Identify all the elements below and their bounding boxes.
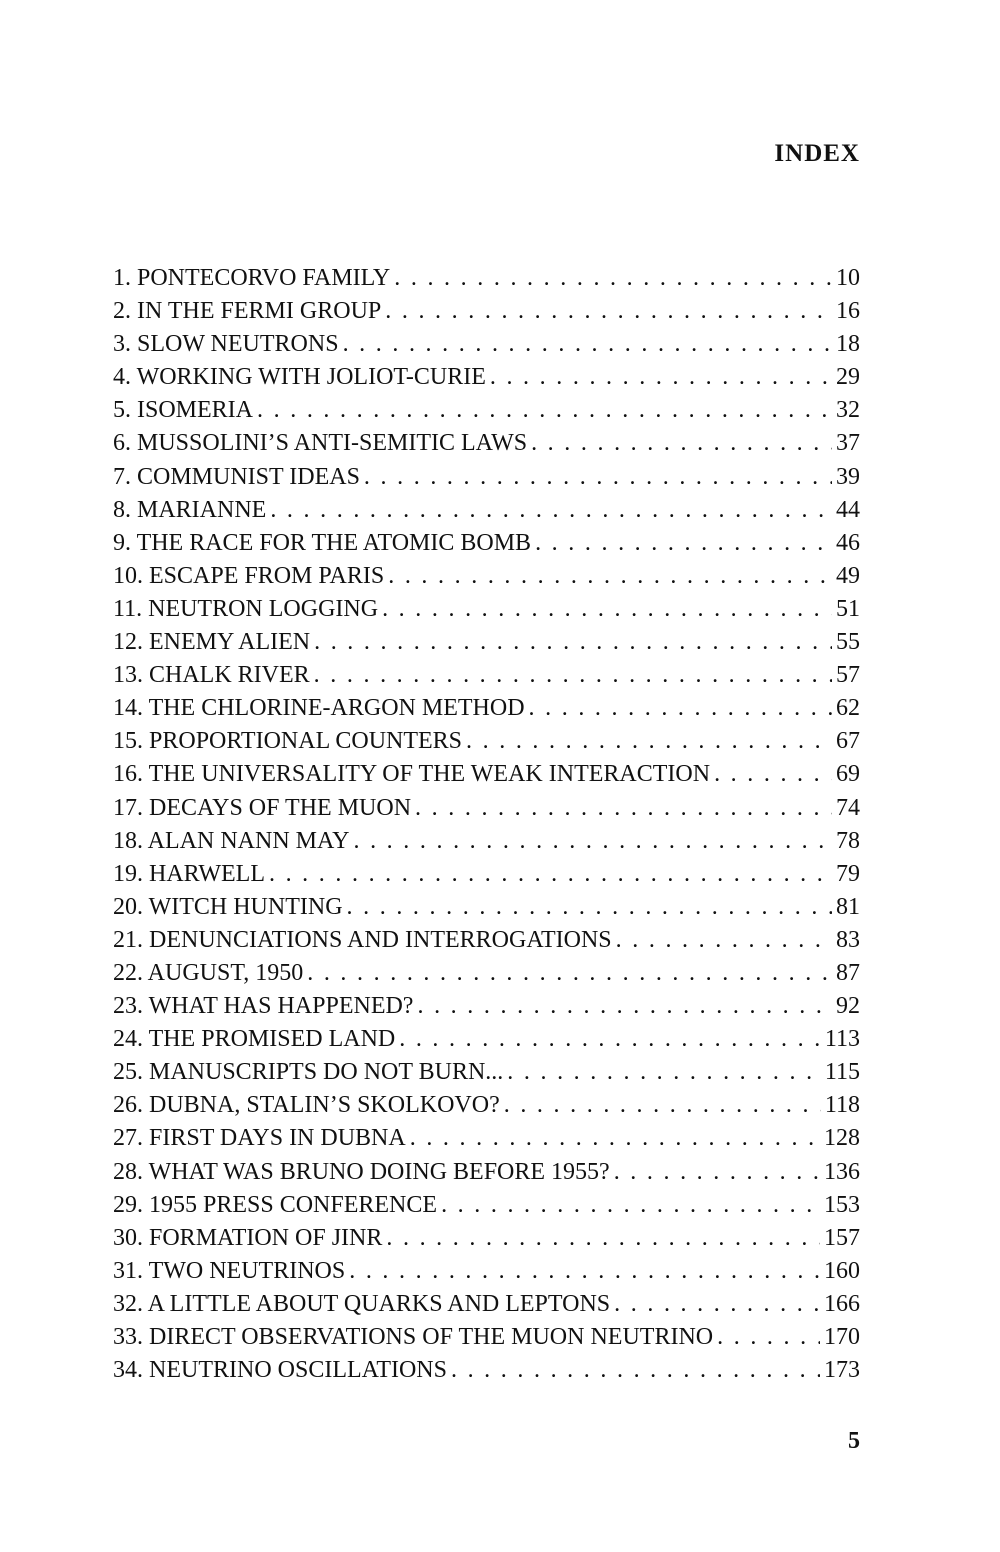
toc-entry (113, 957, 860, 990)
toc-entry-page: 128 (824, 1125, 860, 1152)
toc-entry-title: 34. NEUTRINO OSCILLATIONS (113, 1357, 447, 1384)
dot-leader (614, 1288, 820, 1321)
dot-leader (394, 262, 832, 295)
toc-entry-page: 16 (836, 298, 860, 325)
toc-entry-title: 25. MANUSCRIPTS DO NOT BURN... (113, 1059, 504, 1086)
toc-entry (113, 758, 860, 791)
dot-leader (616, 924, 832, 957)
dot-leader (614, 1156, 820, 1189)
toc-entry-page: 92 (836, 993, 860, 1020)
toc-entry (113, 1255, 860, 1288)
dot-leader (269, 858, 832, 891)
toc-entry-title: 32. A LITTLE ABOUT QUARKS AND LEPTONS (113, 1290, 611, 1317)
toc-entry-title: 27. FIRST DAYS IN DUBNA (113, 1125, 406, 1152)
toc-entry-page: 166 (824, 1290, 860, 1317)
toc-entry-title: 31. TWO NEUTRINOS (113, 1257, 346, 1284)
toc-entry-page: 78 (836, 827, 860, 854)
dot-leader (441, 1189, 820, 1222)
toc-entry-title: 6. MUSSOLINI’S ANTI-SEMITIC LAWS (113, 430, 528, 457)
dot-leader (466, 725, 832, 758)
dot-leader (353, 825, 832, 858)
toc-entry-page: 49 (836, 562, 860, 589)
toc-entry (113, 328, 860, 361)
toc-entry (113, 692, 860, 725)
toc-entry (113, 891, 860, 924)
toc-entry-title: 10. ESCAPE FROM PARIS (113, 562, 385, 589)
toc-entry (113, 990, 860, 1023)
toc-entry (113, 1189, 860, 1222)
toc-entry (113, 262, 860, 295)
dot-leader (451, 1354, 820, 1387)
toc-entry (113, 560, 860, 593)
toc-entry-title: 7. COMMUNIST IDEAS (113, 463, 360, 490)
toc-entry-title: 13. CHALK RIVER (113, 662, 310, 689)
toc-entry-title: 30. FORMATION OF JINR (113, 1224, 383, 1251)
dot-leader (490, 361, 832, 394)
dot-leader (257, 394, 832, 427)
toc-entry-title: 26. DUBNA, STALIN’S SKOLKOVO? (113, 1092, 500, 1119)
toc-entry (113, 825, 860, 858)
toc-entry-title: 3. SLOW NEUTRONS (113, 331, 339, 358)
toc-entry (113, 626, 860, 659)
toc-entry-page: 79 (836, 860, 860, 887)
dot-leader (507, 1056, 821, 1089)
toc-entry (113, 1222, 860, 1255)
toc-entry (113, 427, 860, 460)
toc-entry-title: 22. AUGUST, 1950 (113, 959, 304, 986)
toc-entry-page: 83 (836, 926, 860, 953)
toc-entry (113, 295, 860, 328)
toc-entry (113, 792, 860, 825)
dot-leader (415, 792, 832, 825)
toc-entry-page: 10 (836, 265, 860, 291)
toc-entry-page: 170 (824, 1324, 860, 1350)
toc-entry-page: 74 (836, 794, 860, 821)
toc-entry (113, 1122, 860, 1155)
toc-entry (113, 361, 860, 394)
toc-entry (113, 394, 860, 427)
toc-entry-title: 24. THE PROMISED LAND (113, 1026, 396, 1053)
toc-entry-title: 11. NEUTRON LOGGING (113, 595, 379, 622)
toc-entry-title: 5. ISOMERIA (113, 397, 254, 424)
toc-entry-page: 136 (824, 1158, 860, 1185)
dot-leader (386, 1222, 820, 1255)
toc-entry (113, 593, 860, 626)
toc-entry-page: 62 (836, 695, 860, 722)
toc-entry-title: 9. THE RACE FOR THE ATOMIC BOMB (113, 529, 532, 556)
toc-entry-title: 19. HARWELL (113, 860, 265, 887)
toc-entry-page: 46 (836, 529, 860, 556)
dot-leader (504, 1089, 821, 1122)
toc-entry-page: 29 (836, 364, 860, 391)
dot-leader (535, 527, 832, 560)
toc-entry-title: 17. DECAYS OF THE MUON (113, 794, 412, 821)
toc-entry-page: 113 (824, 1026, 860, 1053)
toc-entry-page: 44 (836, 496, 860, 523)
toc-entry (113, 924, 860, 957)
dot-leader (343, 328, 832, 361)
toc-entry-page: 118 (824, 1092, 860, 1119)
toc-entry-page: 173 (824, 1357, 860, 1384)
toc-entry-page: 18 (836, 331, 860, 358)
toc-entry-page: 37 (836, 430, 860, 457)
toc-entry-page: 39 (836, 463, 860, 490)
toc-entry (113, 1354, 860, 1387)
toc-entry-title: 2. IN THE FERMI GROUP (113, 298, 382, 325)
dot-leader (382, 593, 832, 626)
toc-entry-title: 21. DENUNCIATIONS AND INTERROGATIONS (113, 926, 612, 953)
toc-entry-title: 1. PONTECORVO FAMILY (113, 265, 391, 291)
dot-leader (529, 692, 832, 725)
toc-entry-title: 33. DIRECT OBSERVATIONS OF THE MUON NEUTRINO (113, 1324, 714, 1350)
toc-entry-page: 81 (836, 893, 860, 920)
toc-entry (113, 858, 860, 891)
dot-leader (364, 461, 832, 494)
toc-entry-page: 87 (836, 959, 860, 986)
toc-entry (113, 659, 860, 692)
toc-entry (113, 725, 860, 758)
toc-entry-page: 69 (836, 761, 860, 788)
toc-entry (113, 494, 860, 527)
dot-leader (399, 1023, 821, 1056)
toc-entry-page: 32 (836, 397, 860, 424)
toc-entry-page: 160 (824, 1257, 860, 1284)
toc-entry (113, 1288, 860, 1321)
dot-leader (717, 1321, 820, 1354)
table-of-contents (113, 262, 860, 1387)
toc-entry-page: 157 (824, 1224, 860, 1251)
toc-entry-title: 4. WORKING WITH JOLIOT-CURIE (113, 364, 486, 391)
toc-entry (113, 1089, 860, 1122)
toc-entry (113, 1056, 860, 1089)
toc-entry-title: 23. WHAT HAS HAPPENED? (113, 993, 414, 1020)
dot-leader (385, 295, 832, 328)
toc-entry-title: 15. PROPORTIONAL COUNTERS (113, 728, 463, 755)
dot-leader (314, 626, 832, 659)
toc-entry (113, 461, 860, 494)
toc-entry-page: 67 (836, 728, 860, 755)
dot-leader (714, 758, 832, 791)
toc-entry-page: 55 (836, 629, 860, 656)
toc-entry-title: 14. THE CHLORINE-ARGON METHOD (113, 695, 525, 722)
dot-leader (417, 990, 832, 1023)
dot-leader (314, 659, 832, 692)
dot-leader (347, 891, 832, 924)
toc-entry-page: 153 (824, 1191, 860, 1218)
toc-entry-title: 28. WHAT WAS BRUNO DOING BEFORE 1955? (113, 1158, 610, 1185)
dot-leader (270, 494, 832, 527)
dot-leader (349, 1255, 820, 1288)
toc-entry (113, 1023, 860, 1056)
toc-entry (113, 527, 860, 560)
toc-entry-page: 57 (836, 662, 860, 689)
page-title: INDEX (774, 140, 860, 167)
toc-entry (113, 1156, 860, 1189)
page-number: 5 (848, 1428, 860, 1454)
toc-entry-title: 16. THE UNIVERSALITY OF THE WEAK INTERACTION (113, 761, 711, 788)
toc-entry-title: 29. 1955 PRESS CONFERENCE (113, 1191, 438, 1218)
toc-entry-title: 20. WITCH HUNTING (113, 893, 343, 920)
dot-leader (410, 1122, 820, 1155)
toc-entry-title: 12. ENEMY ALIEN (113, 629, 311, 656)
toc-entry-page: 51 (836, 595, 860, 622)
toc-entry-page: 115 (824, 1059, 860, 1086)
toc-entry-title: 18. ALAN NANN MAY (113, 827, 350, 854)
dot-leader (531, 427, 832, 460)
dot-leader (307, 957, 832, 990)
dot-leader (388, 560, 832, 593)
toc-entry-title: 8. MARIANNE (113, 496, 267, 523)
toc-entry (113, 1321, 860, 1354)
